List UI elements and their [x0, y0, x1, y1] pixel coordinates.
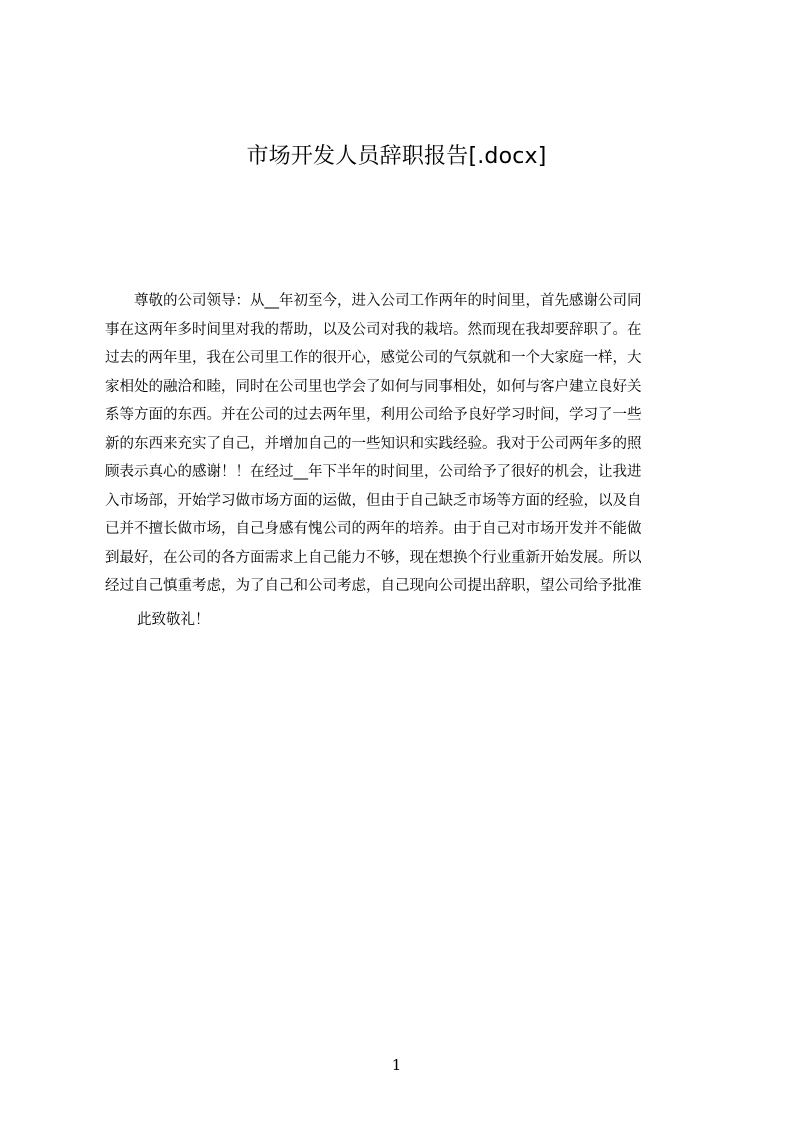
body-line: 家相处的融洽和睦，同时在公司里也学会了如何与同事相处，如何与客户建立良好关: [105, 378, 642, 395]
resignation-letter-body: [105, 287, 700, 601]
body-line: 经过自己慎重考虑，为了自己和公司考虑，自己现向公司提出辞职，望公司给予批准: [105, 578, 642, 594]
body-line: 新的东西来充实了自己，并增加自己的一些知识和实践经验。我对于公司两年多的照: [105, 435, 642, 452]
body-line: 到最好，在公司的各方面需求上自己能力不够，现在想换个行业重新开始发展。所以: [105, 549, 642, 566]
document-title: 市场开发人员辞职报告[.docx]: [246, 144, 547, 169]
body-line: 系等方面的东西。并在公司的过去两年里，利用公司给予良好学习时间，学习了一些: [105, 407, 642, 423]
body-line: 过去的两年里，我在公司里工作的很开心，感觉公司的气氛就和一个大家庭一样，大: [105, 350, 642, 366]
body-line: 顾表示真心的感谢！！在经过__年下半年的时间里，公司给予了很好的机会，让我进: [105, 464, 642, 480]
body-line: 事在这两年多时间里对我的帮助，以及公司对我的栽培。然而现在我却要辞职了。在: [105, 321, 642, 338]
body-line: 尊敬的公司领导：从__年初至今，进入公司工作两年的时间里，首先感谢公司同: [134, 293, 642, 309]
page-number: 1: [391, 1056, 402, 1074]
body-line: 入市场部，开始学习做市场方面的运做，但由于自己缺乏市场等方面的经验，以及自: [105, 492, 642, 509]
closing-salutation: 此致敬礼！: [137, 612, 210, 628]
body-line: 已并不擅长做市场，自己身感有愧公司的两年的培养。由于自己对市场开发并不能做: [105, 521, 642, 537]
